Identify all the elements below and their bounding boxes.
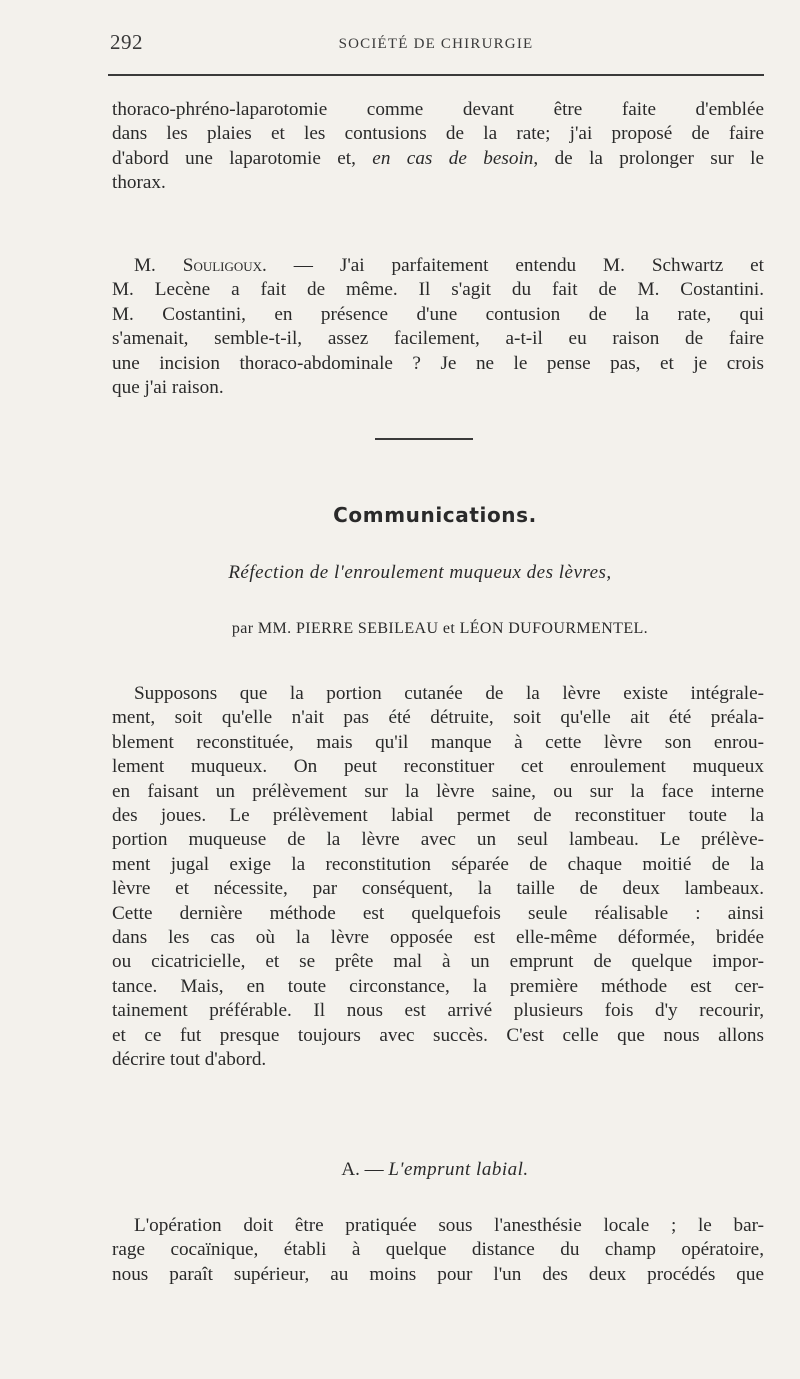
text-line: nous paraît supérieur, au moins pour l'un des deux procédés que: [112, 1263, 764, 1285]
subsection-label: A. —: [341, 1159, 384, 1180]
text-line: thoraco-phréno-laparotomie comme devant être faite d'emblée: [112, 99, 764, 120]
subsection-heading: [0, 1159, 800, 1181]
paragraph-souligoux: [112, 254, 764, 400]
text-line: lement muqueux. On peut reconstituer cet enroulement muqueux: [112, 756, 764, 778]
text-line: tainement préférable. Il nous est arrivé plusieurs fois d'y recourir,: [112, 1000, 764, 1022]
text-line: ou cicatricielle, et se prête mal à un emprunt de quelque impor-: [112, 951, 764, 973]
text-line: portion muqueuse de la lèvre avec un seul lambeau. Le prélève-: [112, 829, 764, 851]
text-line: ment, soit qu'elle n'ait pas été détruite, soit qu'elle ait été préala-: [112, 707, 764, 729]
text-line: des joues. Le prélèvement labial permet de reconstituer toute la: [112, 805, 764, 827]
text-line: blement reconstituée, mais qu'il manque à cette lèvre son enrou-: [112, 731, 764, 753]
speaker-name: M. Souligoux.: [134, 255, 267, 276]
text-line: décrire tout d'abord.: [112, 1049, 267, 1071]
paragraph-thoraco: [112, 98, 764, 196]
text-line: une incision thoraco-abdominale ? Je ne le pense pas, et je crois: [112, 352, 764, 374]
article-byline: par MM. PIERRE SEBILEAU et LÉON DUFOURMENTEL.: [231, 620, 649, 637]
text-line: d'abord une laparotomie et, en cas de besoin, de la prolonger sur le: [112, 147, 764, 169]
subsection-title: L'emprunt labial.: [388, 1159, 529, 1180]
text-line: lèvre et nécessite, par conséquent, la taille de deux lambeaux.: [112, 878, 764, 900]
text-line: dans les plaies et les contusions de la rate; j'ai proposé de faire: [112, 123, 764, 145]
paragraph-operation: [112, 1214, 764, 1287]
section-heading: Communications.: [333, 503, 537, 527]
page-number: 292: [110, 30, 143, 54]
text-line: ment jugal exige la reconstitution séparée de chaque moitié de la: [112, 853, 764, 875]
text-line: rage cocaïnique, établi à quelque distance du champ opératoire,: [112, 1239, 764, 1261]
text-line: et ce fut presque toujours avec succès. C'est celle que nous allons: [112, 1024, 764, 1046]
text-line: s'amenait, semble-t-il, assez facilement, a-t-il eu raison de faire: [112, 328, 764, 350]
italic-phrase: en cas de besoin: [372, 147, 534, 169]
text-line: en faisant un prélèvement sur la lèvre saine, ou sur la face interne: [112, 780, 764, 802]
text-line: L'opération doit être pratiquée sous l'anesthésie locale ; le bar-: [134, 1215, 764, 1236]
text-line: dans les cas où la lèvre opposée est elle-même déformée, bridée: [112, 927, 764, 949]
text-line: M. Souligoux. — J'ai parfaitement entendu M. Schwartz et: [134, 255, 764, 276]
text-line: tance. Mais, en toute circonstance, la première méthode est cer-: [112, 975, 764, 997]
header-rule: [108, 74, 764, 76]
text-line: Supposons que la portion cutanée de la lèvre existe intégrale-: [134, 683, 764, 704]
text-line: que j'ai raison.: [112, 377, 224, 399]
text-line: thorax.: [112, 172, 166, 194]
text-line: M. Costantini, en présence d'une contusion de la rate, qui: [112, 303, 764, 325]
page-header: [108, 30, 764, 60]
text-line: Cette dernière méthode est quelquefois seule réalisable : ainsi: [112, 902, 764, 924]
running-title: SOCIÉTÉ DE CHIRURGIE: [338, 36, 534, 52]
section-separator: [375, 438, 473, 440]
article-title: Réfection de l'enroulement muqueux des lèvres,: [228, 562, 612, 583]
text-line: M. Lecène a fait de même. Il s'agit du fait de M. Costantini.: [112, 279, 764, 301]
paragraph-supposons: [112, 682, 764, 1073]
